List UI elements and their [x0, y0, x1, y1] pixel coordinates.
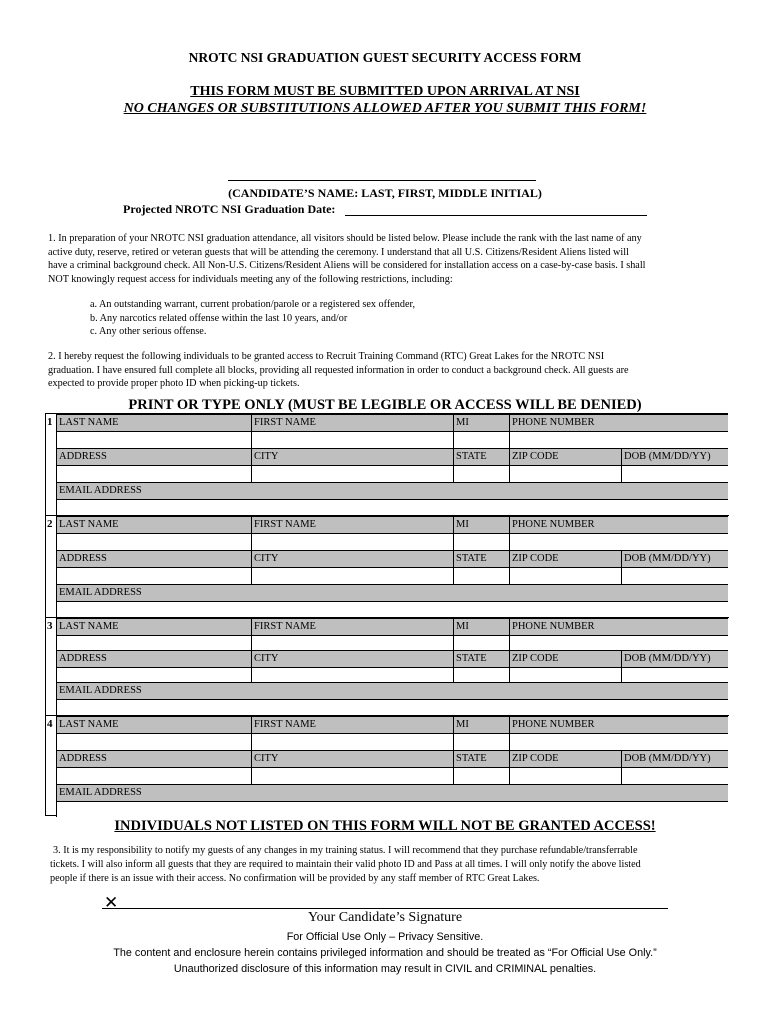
guest-block — [46, 617, 729, 696]
dob-input[interactable] — [621, 567, 728, 584]
state-input[interactable] — [453, 465, 509, 482]
paragraph-3-line: tickets. I will also inform all guests that they are required to maintain their valid photo ID and Pass at all times. I will only notify the above listed — [50, 859, 641, 870]
phone-label: PHONE NUMBER — [509, 618, 728, 635]
zip-input[interactable] — [509, 567, 621, 584]
first-name-label: FIRST NAME — [251, 414, 453, 431]
restriction-item: b. Any narcotics related offense within the last 10 years, and/or — [90, 312, 348, 324]
zip-input[interactable] — [509, 767, 621, 784]
paragraph-1-line: 1. In preparation of your NROTC NSI graduation attendance, all visitors should be listed below. Please include the rank with the last name of any — [48, 233, 642, 244]
city-label: CITY — [251, 550, 453, 567]
last-name-label: LAST NAME — [56, 414, 251, 431]
city-input[interactable] — [251, 567, 453, 584]
paragraph-2-line: expected to provide proper photo ID when picking-up tickets. — [48, 378, 300, 389]
email-input[interactable] — [56, 801, 728, 817]
signature-x-mark: ✕ — [104, 893, 119, 913]
city-label: CITY — [251, 750, 453, 767]
dob-label: DOB (MM/DD/YY) — [621, 650, 728, 667]
restrictions-list — [90, 298, 415, 339]
phone-label: PHONE NUMBER — [509, 516, 728, 533]
signature-label: Your Candidate’s Signature — [307, 910, 463, 925]
footer-privileged: The content and enclosure herein contains privileged information and should be treated as “For Official Use Only.” — [113, 947, 657, 959]
mi-input[interactable] — [453, 533, 509, 550]
city-input[interactable] — [251, 667, 453, 682]
paragraph-3-line: people if there is an issue with their access. No confirmation will be provided by any staff member of RTC Great Lakes. — [50, 873, 540, 884]
first-name-label: FIRST NAME — [251, 618, 453, 635]
address-input[interactable] — [56, 667, 251, 682]
zip-input[interactable] — [509, 667, 621, 682]
paragraph-1-line: active duty, reserve, retired or veteran guests that will be attending the ceremony. I understand that all U.S. Citizens/Resident Aliens listed will — [48, 246, 629, 258]
first-name-input[interactable] — [251, 533, 453, 550]
zip-label: ZIP CODE — [509, 550, 621, 567]
restriction-item: c. Any other serious offense. — [90, 326, 207, 337]
address-input[interactable] — [56, 465, 251, 482]
form-title: NROTC NSI GRADUATION GUEST SECURITY ACCESS FORM — [188, 50, 582, 65]
address-input[interactable] — [56, 567, 251, 584]
address-label: ADDRESS — [56, 750, 251, 767]
address-input[interactable] — [56, 767, 251, 784]
email-label: EMAIL ADDRESS — [56, 482, 728, 499]
state-label: STATE — [453, 550, 509, 567]
state-label: STATE — [453, 448, 509, 465]
graduation-date-label: Projected NROTC NSI Graduation Date: — [123, 202, 336, 216]
mi-label: MI — [453, 716, 509, 733]
phone-input[interactable] — [509, 733, 728, 750]
city-input[interactable] — [251, 465, 453, 482]
paragraph-1-line: NOT knowingly request access for individuals meeting any of the following restrictions, including: — [48, 273, 453, 285]
city-label: CITY — [251, 650, 453, 667]
guest-block — [46, 715, 729, 798]
guest-number: 2 — [47, 518, 53, 530]
dob-input[interactable] — [621, 465, 728, 482]
paragraph-1-line: have a criminal background check. All Non-U.S. Citizens/Resident Aliens will be considered for installation access on a case-by-case basis. I shall — [48, 260, 646, 271]
no-changes-notice: NO CHANGES OR SUBSTITUTIONS ALLOWED AFTER YOU SUBMIT THIS FORM! — [123, 101, 647, 116]
paragraph-2-line: graduation. I have ensured full complete all blocks, providing all requested information in order to conduct a background check. All guests are — [48, 364, 629, 376]
state-label: STATE — [453, 650, 509, 667]
dob-input[interactable] — [621, 767, 728, 784]
paragraph-2-line: 2. I hereby request the following individuals to be granted access to Recruit Training Command (RTC) Great Lakes for the NROTC NSI — [48, 351, 605, 362]
print-notice: PRINT OR TYPE ONLY (MUST BE LEGIBLE OR ACCESS WILL BE DENIED) — [128, 397, 642, 413]
paragraph-3-line: 3. It is my responsibility to notify my guests of any changes in my training status. I will recommend that they purchase refundable/transferrable — [53, 845, 638, 856]
guest-form — [45, 413, 728, 816]
guest-number: 3 — [47, 620, 53, 632]
last-name-label: LAST NAME — [56, 516, 251, 533]
paragraph-1 — [48, 232, 720, 286]
signature-line[interactable] — [102, 908, 668, 909]
first-name-input[interactable] — [251, 733, 453, 750]
mi-input[interactable] — [453, 635, 509, 650]
address-label: ADDRESS — [56, 448, 251, 465]
first-name-label: FIRST NAME — [251, 516, 453, 533]
state-label: STATE — [453, 750, 509, 767]
mi-input[interactable] — [453, 431, 509, 448]
zip-label: ZIP CODE — [509, 448, 621, 465]
phone-input[interactable] — [509, 431, 728, 448]
dob-label: DOB (MM/DD/YY) — [621, 550, 728, 567]
footer-unauthorized: Unauthorized disclosure of this information may result in CIVIL and CRIMINAL penalties. — [173, 963, 597, 975]
email-label: EMAIL ADDRESS — [56, 784, 728, 801]
address-label: ADDRESS — [56, 550, 251, 567]
first-name-label: FIRST NAME — [251, 716, 453, 733]
submit-notice: THIS FORM MUST BE SUBMITTED UPON ARRIVAL AT NSI — [190, 84, 580, 99]
last-name-input[interactable] — [56, 635, 251, 650]
email-input[interactable] — [56, 601, 728, 618]
mi-label: MI — [453, 516, 509, 533]
last-name-label: LAST NAME — [56, 618, 251, 635]
phone-label: PHONE NUMBER — [509, 716, 728, 733]
mi-label: MI — [453, 618, 509, 635]
dob-input[interactable] — [621, 667, 728, 682]
footer-fouo: For Official Use Only – Privacy Sensitive. — [286, 931, 484, 943]
email-input[interactable] — [56, 699, 728, 716]
guest-block — [46, 515, 729, 598]
phone-input[interactable] — [509, 635, 728, 650]
zip-label: ZIP CODE — [509, 650, 621, 667]
not-listed-notice: INDIVIDUALS NOT LISTED ON THIS FORM WILL NOT BE GRANTED ACCESS! — [114, 818, 656, 834]
zip-label: ZIP CODE — [509, 750, 621, 767]
mi-label: MI — [453, 414, 509, 431]
guest-number: 1 — [47, 416, 53, 428]
state-input[interactable] — [453, 767, 509, 784]
last-name-input[interactable] — [56, 733, 251, 750]
last-name-input[interactable] — [56, 533, 251, 550]
city-input[interactable] — [251, 767, 453, 784]
guest-number: 4 — [47, 718, 53, 730]
city-label: CITY — [251, 448, 453, 465]
phone-input[interactable] — [509, 533, 728, 550]
address-label: ADDRESS — [56, 650, 251, 667]
paragraph-3 — [50, 844, 718, 886]
candidate-name-label: (CANDIDATE’S NAME: LAST, FIRST, MIDDLE INITIAL) — [228, 186, 542, 200]
dob-label: DOB (MM/DD/YY) — [621, 750, 728, 767]
email-label: EMAIL ADDRESS — [56, 682, 728, 699]
state-input[interactable] — [453, 667, 509, 682]
email-label: EMAIL ADDRESS — [56, 584, 728, 601]
mi-input[interactable] — [453, 733, 509, 750]
first-name-input[interactable] — [251, 431, 453, 448]
candidate-name-line[interactable] — [228, 180, 536, 181]
restriction-item: a. An outstanding warrant, current probation/parole or a registered sex offender, — [90, 299, 416, 310]
last-name-label: LAST NAME — [56, 716, 251, 733]
state-input[interactable] — [453, 567, 509, 584]
last-name-input[interactable] — [56, 431, 251, 448]
paragraph-2 — [48, 350, 720, 391]
graduation-date-line[interactable] — [345, 215, 647, 216]
zip-input[interactable] — [509, 465, 621, 482]
first-name-input[interactable] — [251, 635, 453, 650]
phone-label: PHONE NUMBER — [509, 414, 728, 431]
dob-label: DOB (MM/DD/YY) — [621, 448, 728, 465]
email-input[interactable] — [56, 499, 728, 516]
